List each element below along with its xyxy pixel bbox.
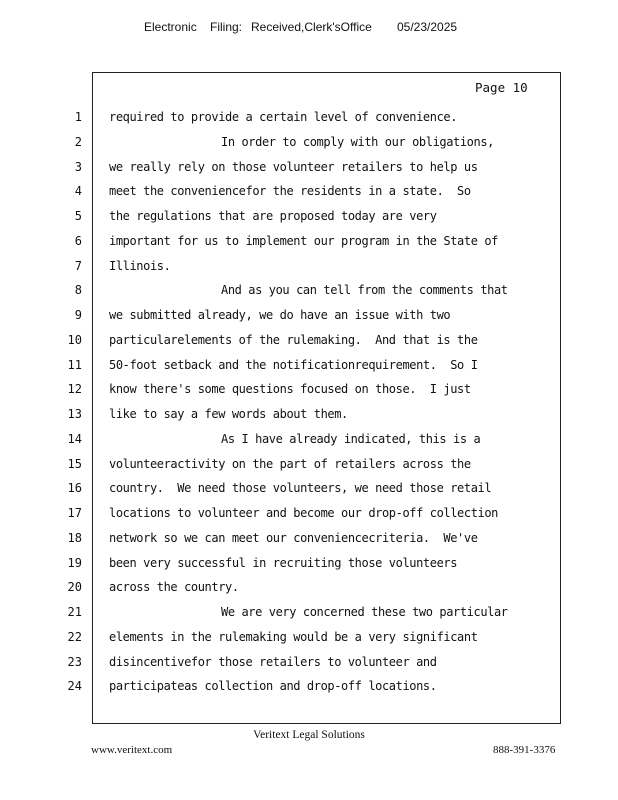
line-text: meet the conveniencefor the residents in a state. So bbox=[109, 184, 471, 199]
line-text: network so we can meet our conveniencecriteria. We've bbox=[109, 530, 478, 545]
stamp-electronic: Electronic bbox=[144, 20, 197, 34]
line-number: 11 bbox=[67, 357, 82, 372]
line-text: know there's some questions focused on those. I just bbox=[109, 382, 471, 397]
transcript-line bbox=[0, 333, 618, 353]
transcript-line bbox=[0, 110, 618, 130]
line-text: we submitted already, we do have an issue with two bbox=[109, 308, 451, 322]
line-number: 13 bbox=[67, 407, 82, 421]
transcript-line bbox=[0, 308, 618, 328]
line-text: like to say a few words about them. bbox=[109, 407, 348, 421]
line-text: And as you can tell from the comments that bbox=[221, 283, 508, 298]
stamp-date: 05/23/2025 bbox=[397, 20, 458, 34]
line-text: volunteeractivity on the part of retailers across the bbox=[109, 456, 471, 471]
transcript-line bbox=[0, 506, 618, 526]
transcript-line bbox=[0, 234, 618, 254]
transcript-line bbox=[0, 481, 618, 501]
line-number: 1 bbox=[74, 110, 82, 124]
line-number: 4 bbox=[74, 184, 82, 199]
line-text: country. We need those volunteers, we need those retail bbox=[109, 481, 492, 496]
line-number: 12 bbox=[67, 382, 82, 397]
line-text: important for us to implement our program in the State of bbox=[109, 233, 499, 248]
line-text: been very successful in recruiting those volunteers bbox=[109, 555, 458, 570]
line-number: 7 bbox=[74, 258, 82, 273]
transcript-line bbox=[0, 259, 618, 279]
transcript-line bbox=[0, 580, 618, 600]
line-text: participateas collection and drop-off locations. bbox=[109, 679, 437, 694]
transcript-line bbox=[0, 432, 618, 452]
line-number: 16 bbox=[67, 481, 82, 496]
line-number: 2 bbox=[74, 134, 82, 149]
line-number: 24 bbox=[67, 679, 82, 694]
transcript-line bbox=[0, 135, 618, 155]
line-text: As I have already indicated, this is a bbox=[221, 431, 481, 446]
transcript-line bbox=[0, 209, 618, 229]
line-number: 8 bbox=[74, 283, 82, 298]
transcript-line bbox=[0, 605, 618, 625]
line-number: 14 bbox=[67, 431, 82, 446]
transcript-line bbox=[0, 407, 618, 427]
footer-company: Veritext Legal Solutions bbox=[253, 729, 365, 741]
line-text: particularelements of the rulemaking. And that is the bbox=[109, 332, 478, 347]
page-number: Page 10 bbox=[475, 80, 528, 95]
transcript-line bbox=[0, 556, 618, 576]
line-number: 3 bbox=[74, 159, 82, 174]
line-number: 17 bbox=[67, 506, 82, 520]
line-text: required to provide a certain level of convenience. bbox=[109, 110, 458, 124]
transcript-line bbox=[0, 457, 618, 477]
line-number: 15 bbox=[67, 456, 82, 471]
transcript-line bbox=[0, 283, 618, 303]
line-number: 19 bbox=[67, 555, 82, 570]
transcript-line bbox=[0, 531, 618, 551]
transcript-line bbox=[0, 655, 618, 675]
transcript-line bbox=[0, 630, 618, 650]
transcript-line bbox=[0, 382, 618, 402]
transcript-line bbox=[0, 184, 618, 204]
footer-phone: 888-391-3376 bbox=[493, 744, 556, 756]
line-text: Illinois. bbox=[109, 258, 171, 273]
line-text: In order to comply with our obligations, bbox=[221, 134, 494, 149]
stamp-received: Received,Clerk'sOffice bbox=[251, 20, 372, 34]
line-text: the regulations that are proposed today are very bbox=[109, 209, 437, 223]
transcript-line bbox=[0, 679, 618, 699]
footer-website: www.veritext.com bbox=[91, 744, 173, 756]
line-number: 6 bbox=[74, 233, 82, 248]
line-number: 22 bbox=[67, 629, 82, 644]
line-text: elements in the rulemaking would be a very significant bbox=[109, 629, 478, 644]
line-number: 20 bbox=[67, 580, 82, 595]
line-number: 9 bbox=[74, 308, 82, 322]
line-text: 50-foot setback and the notificationrequirement. So I bbox=[109, 357, 478, 372]
line-number: 5 bbox=[74, 209, 82, 223]
line-text: disincentivefor those retailers to volunteer and bbox=[109, 654, 437, 669]
line-text: locations to volunteer and become our drop-off collection bbox=[109, 506, 499, 520]
line-number: 18 bbox=[67, 530, 82, 545]
line-text: across the country. bbox=[109, 580, 239, 595]
line-number: 10 bbox=[67, 332, 82, 347]
line-text: We are very concerned these two particular bbox=[221, 605, 508, 619]
transcript-line bbox=[0, 358, 618, 378]
stamp-filing: Filing: bbox=[210, 20, 243, 34]
line-number: 23 bbox=[67, 654, 82, 669]
line-text: we really rely on those volunteer retailers to help us bbox=[109, 159, 478, 174]
transcript-line bbox=[0, 160, 618, 180]
line-number: 21 bbox=[67, 605, 82, 619]
